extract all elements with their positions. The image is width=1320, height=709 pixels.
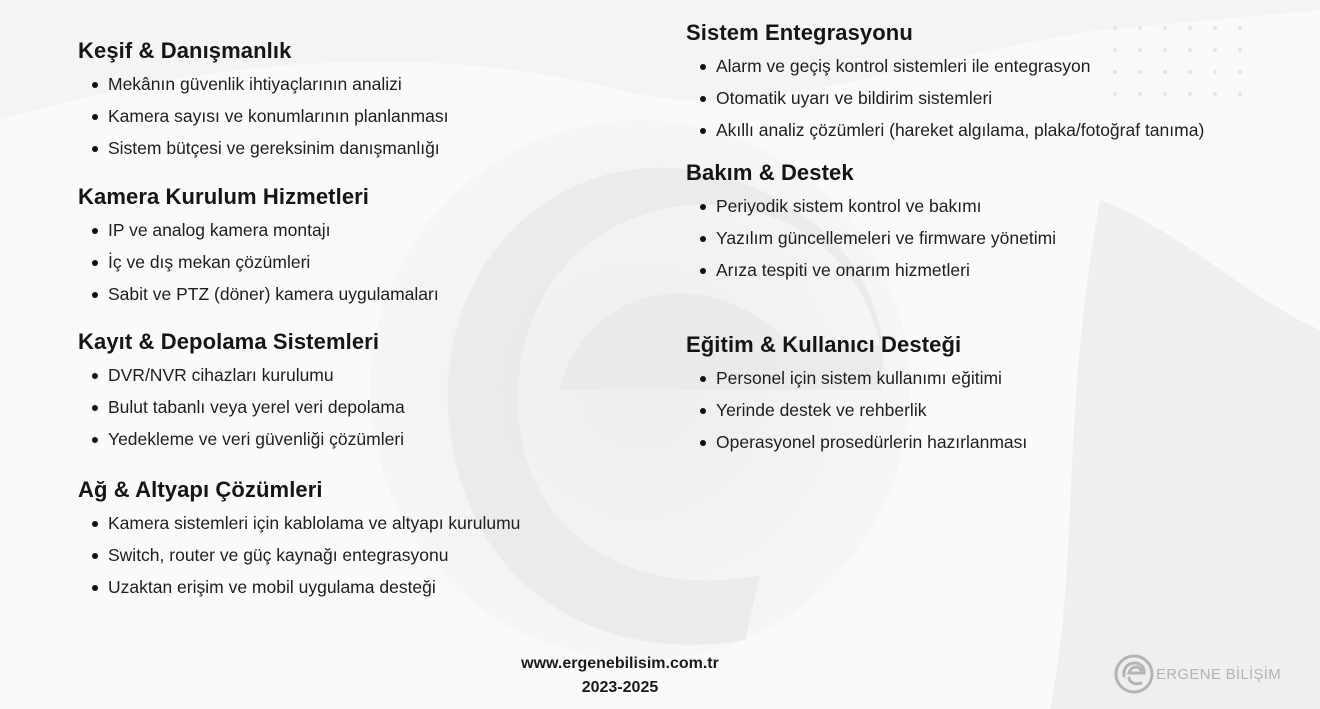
list-item: Uzaktan erişim ve mobil uygulama desteği — [90, 571, 520, 603]
list-item: Sabit ve PTZ (döner) kamera uygulamaları — [90, 278, 439, 310]
list-item: Kamera sistemleri için kablolama ve altyapı kurulumu — [90, 507, 520, 539]
list-item: Periyodik sistem kontrol ve bakımı — [698, 190, 1056, 222]
list-item: Yedekleme ve veri güvenliği çözümleri — [90, 423, 405, 455]
list-item: İç ve dış mekan çözümleri — [90, 246, 439, 278]
section-egitim-destek — [686, 332, 1027, 458]
list-item: Yerinde destek ve rehberlik — [698, 394, 1027, 426]
ergene-e-logo-icon — [1114, 654, 1154, 694]
company-logo — [1114, 654, 1281, 694]
footer-website[interactable]: www.ergenebilisim.com.tr — [521, 655, 719, 672]
section-title: Kamera Kurulum Hizmetleri — [78, 184, 370, 209]
section-bakim-destek — [686, 160, 1056, 286]
section-kesif-danismanlik — [78, 38, 448, 164]
footer-years: 2023-2025 — [581, 679, 659, 696]
section-title: Kayıt & Depolama Sistemleri — [78, 329, 380, 354]
list-item: Operasyonel prosedürlerin hazırlanması — [698, 426, 1027, 458]
item-list — [78, 214, 439, 310]
list-item: DVR/NVR cihazları kurulumu — [90, 359, 405, 391]
section-kamera-kurulum — [78, 184, 439, 310]
item-list — [78, 359, 405, 455]
list-item: Mekânın güvenlik ihtiyaçlarının analizi — [90, 68, 448, 100]
item-list — [686, 50, 1204, 146]
item-list — [686, 190, 1056, 286]
item-list — [78, 507, 520, 603]
list-item: IP ve analog kamera montajı — [90, 214, 439, 246]
section-title: Keşif & Danışmanlık — [78, 38, 292, 63]
list-item: Bulut tabanlı veya yerel veri depolama — [90, 391, 405, 423]
list-item: Otomatik uyarı ve bildirim sistemleri — [698, 82, 1204, 114]
list-item: Sistem bütçesi ve gereksinim danışmanlığı — [90, 132, 448, 164]
section-title: Sistem Entegrasyonu — [686, 20, 913, 45]
list-item: Alarm ve geçiş kontrol sistemleri ile entegrasyon — [698, 50, 1204, 82]
section-kayit-depolama — [78, 329, 405, 455]
section-title: Eğitim & Kullanıcı Desteği — [686, 332, 962, 357]
item-list — [78, 68, 448, 164]
list-item: Switch, router ve güç kaynağı entegrasyonu — [90, 539, 520, 571]
logo-text: ERGENE BİLİŞİM — [1156, 665, 1282, 683]
section-title: Ağ & Altyapı Çözümleri — [78, 477, 323, 502]
list-item: Yazılım güncellemeleri ve firmware yönetimi — [698, 222, 1056, 254]
list-item: Kamera sayısı ve konumlarının planlanması — [90, 100, 448, 132]
list-item: Arıza tespiti ve onarım hizmetleri — [698, 254, 1056, 286]
section-sistem-entegrasyonu — [686, 20, 1204, 146]
list-item: Akıllı analiz çözümleri (hareket algılama, plaka/fotoğraf tanıma) — [698, 114, 1204, 146]
item-list — [686, 362, 1027, 458]
section-ag-altyapi — [78, 477, 520, 603]
list-item: Personel için sistem kullanımı eğitimi — [698, 362, 1027, 394]
section-title: Bakım & Destek — [686, 160, 854, 185]
